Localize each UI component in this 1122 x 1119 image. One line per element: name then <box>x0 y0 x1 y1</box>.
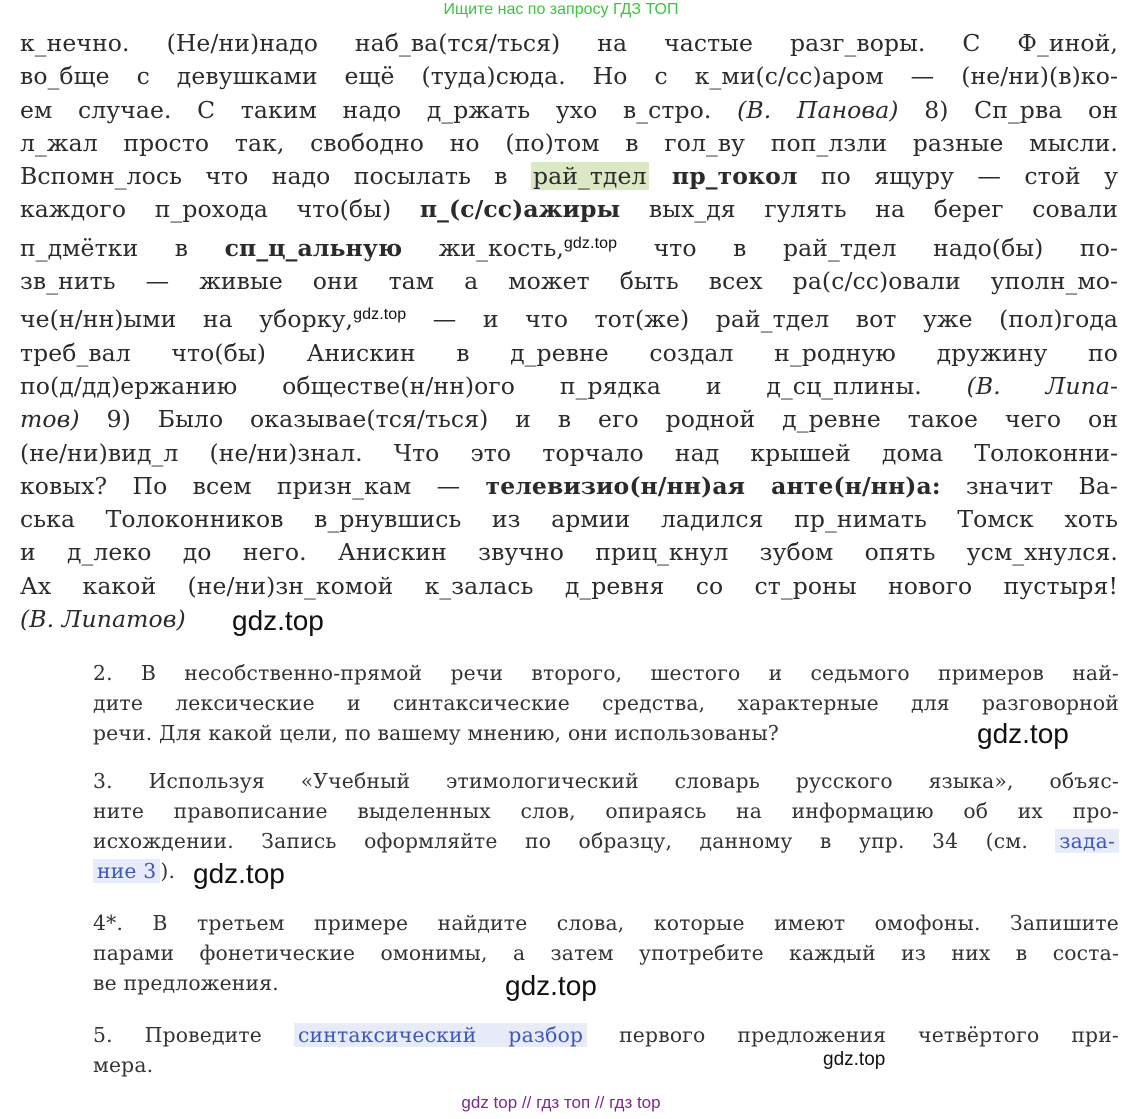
bold-word: сп_ц_альную <box>224 233 403 262</box>
exercise-text <box>20 27 1118 636</box>
text-line: ковых? По всем призн_кам — телевизио(н/нн)ая анте(н/нн)а: значит Ва- <box>20 471 1118 500</box>
author-citation: (В. Липа- <box>966 371 1118 400</box>
text-line: к_нечно. (Не/ни)надо наб_ва(тся/ться) на частые разг_воры. С Ф_иной, <box>20 29 1118 57</box>
text-line: че(н/нн)ыми на уборку,$^{gdz.top}$ — и что тот(же) рай_тдел вот уже (пол)года <box>20 305 1118 334</box>
search-banner[interactable]: Ищите нас по запросу ГДЗ ТОП <box>443 1 679 18</box>
watermark: gdz.top <box>232 605 324 636</box>
author-citation: тов) <box>20 405 80 434</box>
text-line: треб_вал что(бы) Анискин в д_ревне создал н_родную дружину по <box>20 338 1118 367</box>
text-line: ем случае. С таким надо д_ржать ухо в_стро. (В. Панова) 8) Сп_рва он <box>20 95 1118 124</box>
watermark: gdz.top <box>563 234 618 252</box>
text-line: по(д/дд)ержанию обществе(н/нн)ого п_рядка и д_сц_плины. (В. Липа- <box>20 371 1118 400</box>
syntax-analysis-link[interactable]: синтаксический разбор <box>294 1023 587 1047</box>
text-line: Ах какой (не/ни)зн_комой к_залась д_ревня со ст_роны нового пустыря! <box>20 571 1118 600</box>
watermark: gdz.top <box>353 306 407 324</box>
text-line: л_жал просто так, свободно но (по)том в гол_ву поп_лзли разные мысли. <box>20 128 1118 157</box>
text-line: Вспомн_лось что надо посылать в рай_тдел пр_токол по ящуру — стой у <box>20 162 1118 191</box>
author-citation: (В. Панова) <box>737 95 899 124</box>
bold-word: п_(с/сс)ажиры <box>419 195 621 224</box>
text-line: ська Толоконников в_рнувшись из армии ладился пр_нимать Томск хоть <box>20 505 1118 534</box>
footer-links[interactable]: gdz top // гдз топ // гдз top <box>461 1093 661 1112</box>
watermark: gdz.top <box>823 1049 886 1070</box>
watermark: gdz.top <box>505 970 597 1001</box>
task-3: 3. Используя «Учебный этимологический словарь русского языка», объяс- ните правописание выделенных слов, опираясь на информацию об их про- исхождении. Запись оформляйте по образцу, данному в упр. 34 (см. зада- ние 3 ). <box>93 769 1119 883</box>
task-4: 4*. В третьем примере найдите слова, которые имеют омофоны. Запишите парами фонетические омонимы, а затем употребите каждый из них в соста- ве предложения. <box>93 911 1119 995</box>
text-line: п_дмётки в сп_ц_альную жи_кость,$^{gdz.top}$ что в рай_тдел надо(бы) по- <box>20 233 1118 262</box>
text-line: зв_нить — живые они там а может быть всех ра(с/сс)овали уполн_мо- <box>20 267 1118 296</box>
text-line: каждого п_рохода что(бы) п_(с/сс)ажиры вых_дя гулять на берег совали <box>20 195 1118 224</box>
watermark: gdz.top <box>193 858 285 889</box>
text-line: (не/ни)вид_л (не/ни)знал. Что это торчало над крышей дома Толоконни- <box>20 438 1118 467</box>
task-link[interactable]: ние 3 <box>93 859 160 883</box>
text-line: тов) 9) Было оказывае(тся/ться) и в его родной д_ревне такое чего он <box>20 405 1119 434</box>
bold-word: пр_токол <box>671 162 798 191</box>
highlighted-word[interactable]: рай_тдел <box>532 162 647 191</box>
author-citation: (В. Липатов) <box>20 605 186 634</box>
watermark: gdz.top <box>977 718 1069 749</box>
bold-word: телевизио(н/нн)ая анте(н/нн)а: <box>485 471 941 500</box>
text-line: во_бще с девушками ещё (туда)сюда. Но с к_ми(с/сс)аром — (не/ни)(в)ко- <box>20 62 1118 91</box>
text-line: и д_леко до него. Анискин звучно приц_кнул зубом опять усм_хнулся. <box>20 538 1118 567</box>
task-link[interactable]: зада- <box>1055 829 1119 853</box>
task-2: 2. В несобственно-прямой речи второго, шестого и седьмого примеров най- дите лексические и синтаксические средства, характерные для разговорной речи. Для какой цели, по вашему мнению, они использованы? <box>93 661 1119 745</box>
task-5: 5. Проведите синтаксический разбор первого предложения четвёртого при- мера. <box>93 1023 1119 1077</box>
